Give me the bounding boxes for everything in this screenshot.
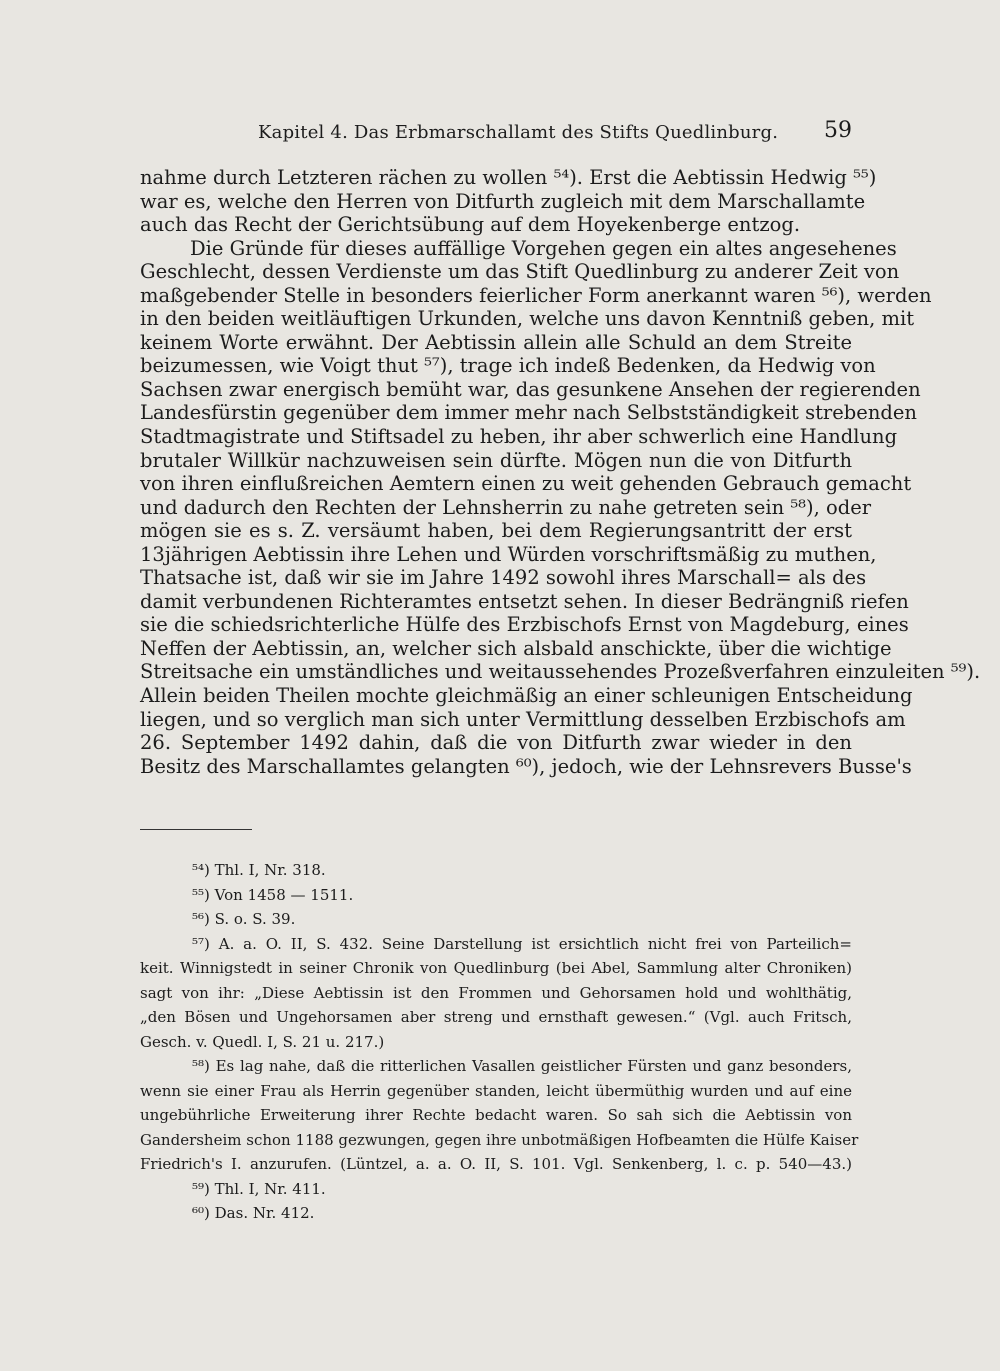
text-line: Landesfürstin gegenüber dem immer mehr nach Selbstständigkeit strebenden — [140, 401, 917, 425]
text-line: Streitsache ein umständliches und weitaussehendes Prozeßverfahren einzuleiten ⁵⁹). — [140, 660, 981, 684]
footnote-line: ⁵⁹) Thl. I, Nr. 411. — [192, 1179, 326, 1198]
text-line: Stadtmagistrate und Stiftsadel zu heben, ihr aber schwerlich eine Handlung — [140, 425, 898, 449]
text-line: Besitz des Marschallamtes gelangten ⁶⁰), jedoch, wie der Lehnsrevers Busse's — [140, 754, 912, 778]
footnote-line: ⁵⁴) Thl. I, Nr. 318. — [192, 861, 326, 879]
footnote-line: ⁵⁶) S. o. S. 39. — [192, 910, 296, 928]
text-line: Allein beiden Theilen mochte gleichmäßig an einer schleunigen Entscheidung — [140, 684, 913, 708]
text-line: in den beiden weitläuftigen Urkunden, welche uns davon Kenntniß geben, mit — [140, 307, 915, 331]
text-line: brutaler Willkür nachzuweisen sein dürfte. Mögen nun die von Ditfurth — [140, 448, 852, 472]
footnote-line: keit. Winnigstedt in seiner Chronik von Quedlinburg (bei Abel, Sammlung alter Chroniken) — [140, 959, 852, 977]
main-text — [140, 166, 981, 778]
text-line: Neffen der Aebtissin, an, welcher sich alsbald anschickte, über die wichtige — [140, 636, 892, 660]
text-line: Sachsen zwar energisch bemüht war, das gesunkene Ansehen der regierenden — [140, 377, 921, 401]
text-line: keinem Worte erwähnt. Der Aebtissin allein alle Schuld an dem Streite — [140, 330, 852, 354]
footnote-line: Gesch. v. Quedl. I, S. 21 u. 217.) — [140, 1032, 385, 1051]
text-line: und dadurch den Rechten der Lehnsherrin zu nahe getreten sein ⁵⁸), oder — [140, 495, 872, 519]
footnotes — [140, 858, 859, 1226]
text-line: 26. September 1492 dahin, daß die von Ditfurth zwar wieder in den — [140, 731, 852, 755]
text-line: auch das Recht der Gerichtsübung auf dem Hoyekenberge entzog. — [140, 213, 801, 237]
page-number: 59 — [824, 118, 852, 143]
footnote-line: „den Bösen und Ungehorsamen aber streng und ernsthaft gewesen.“ (Vgl. auch Fritsch, — [140, 1008, 852, 1026]
footnote-line: Friedrich's I. anzurufen. (Lüntzel, a. a. O. II, S. 101. Vgl. Senkenberg, l. c. p. 540—43.) — [140, 1155, 852, 1173]
text-line: Die Gründe für dieses auffällige Vorgehen gegen ein altes angesehenes — [190, 236, 897, 260]
text-line: von ihren einflußreichen Aemtern einen zu weit gehenden Gebrauch gemacht — [140, 472, 912, 496]
text-line: nahme durch Letzteren rächen zu wollen ⁵⁴). Erst die Aebtissin Hedwig ⁵⁵) — [140, 166, 877, 189]
text-line: 13jährigen Aebtissin ihre Lehen und Würden vorschriftsmäßig zu muthen, — [140, 542, 877, 566]
footnote-line: ⁵⁸) Es lag nahe, daß die ritterlichen Vasallen geistlicher Fürsten und ganz besonders, — [192, 1057, 852, 1075]
footnote-line: sagt von ihr: „Diese Aebtissin ist den Frommen und Gehorsamen hold und wohlthätig, — [140, 983, 852, 1002]
footnote-line: ⁶⁰) Das. Nr. 412. — [192, 1204, 315, 1222]
text-line: sie die schiedsrichterliche Hülfe des Erzbischofs Ernst von Magdeburg, eines — [140, 613, 909, 637]
footnote-separator — [140, 829, 252, 830]
text-line: liegen, und so verglich man sich unter Vermittlung desselben Erzbischofs am — [140, 707, 906, 731]
footnote-line: wenn sie einer Frau als Herrin gegenüber standen, leicht übermüthig wurden und auf eine — [140, 1081, 852, 1100]
footnote-line: ⁵⁷) A. a. O. II, S. 432. Seine Darstellung ist ersichtlich nicht frei von Parteilich= — [192, 934, 852, 953]
text-line: maßgebender Stelle in besonders feierlicher Form anerkannt waren ⁵⁶), werden — [140, 283, 932, 307]
text-line: Thatsache ist, daß wir sie im Jahre 1492 sowohl ihres Marschall= als des — [140, 566, 867, 590]
text-line: beizumessen, wie Voigt thut ⁵⁷), trage ich indeß Bedenken, da Hedwig von — [140, 354, 876, 378]
footnote-line: ⁵⁵) Von 1458 — 1511. — [192, 885, 354, 904]
running-title: Kapitel 4. Das Erbmarschallamt des Stifts Quedlinburg. — [258, 122, 779, 143]
footnote-line: ungebührliche Erweiterung ihrer Rechte bedacht waren. So sah sich die Aebtissin von — [140, 1106, 852, 1124]
running-header — [140, 118, 852, 146]
footnote-line: Gandersheim schon 1188 gezwungen, gegen ihre unbotmäßigen Hofbeamten die Hülfe Kaiser — [140, 1130, 859, 1149]
text-line: mögen sie es s. Z. versäumt haben, bei dem Regierungsantritt der erst — [140, 519, 852, 543]
text-line: Geschlecht, dessen Verdienste um das Stift Quedlinburg zu anderer Zeit von — [140, 260, 900, 284]
text-line: damit verbundenen Richteramtes entsetzt sehen. In dieser Bedrängniß riefen — [140, 589, 909, 613]
text-line: war es, welche den Herren von Ditfurth zugleich mit dem Marschallamte — [140, 189, 866, 213]
